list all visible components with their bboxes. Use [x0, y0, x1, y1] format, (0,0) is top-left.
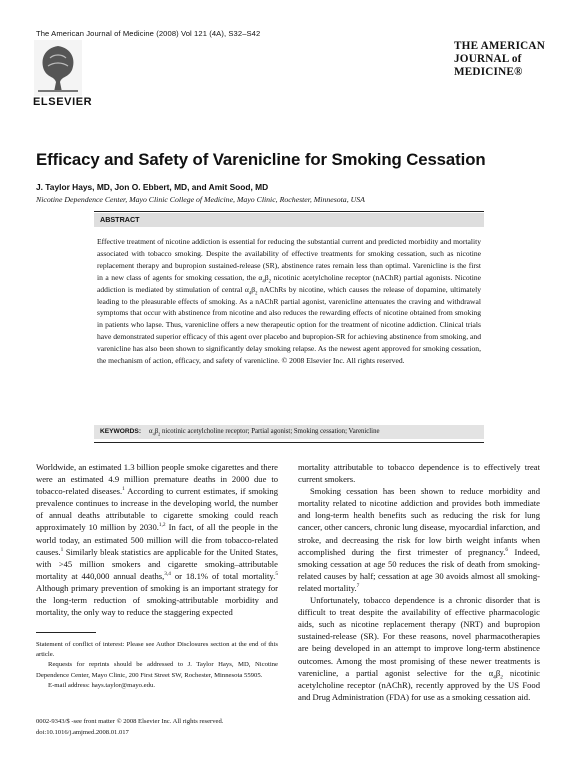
- footnote-reprints: Requests for reprints should be addressed to J. Taylor Hays, MD, Nicotine Dependence Center, Mayo Clinic, 200 First Street SW, Rochester, Minnesota 55905.: [36, 661, 278, 679]
- journal-logo-line2: JOURNAL of: [454, 53, 522, 66]
- keywords-label: KEYWORDS:: [100, 428, 142, 435]
- body-paragraph: Unfortunately, tobacco dependence is a chronic disorder that is difficult to treat despite the availability of effective pharmacologic aids, such as nicotine replacement therapy (NRT) and bupropion sustained-release (SR). For these reasons, novel pharmacotherapies are being developed in an attempt to improve long-term abstinence outcomes. Among the most promising of these newer treatments is varenicline, a partial agonist selective for the $\alpha_4\beta_2$ nicotinic acetylcholine receptor (nAChR), recently approved by the US Food and Drug Administration (FDA) for use as a smoking cessation aid.: [298, 595, 540, 702]
- running-head: The American Journal of Medicine (2008) Vol 121 (4A), S32–S42: [36, 29, 261, 38]
- journal-logo-line3: MEDICINE®: [454, 66, 523, 79]
- footnote-conflict: Statement of conflict of interest: Please see Author Disclosures section at the end of this article.: [36, 641, 278, 659]
- body-column-left: [36, 461, 278, 618]
- body-column-right: [298, 461, 540, 703]
- elsevier-tree-logo: [34, 40, 82, 96]
- abstract-text: Effective treatment of nicotine addiction is essential for reducing the substantial current and predicted morbidity and mortality associated with tobacco smoking. Despite the availability of effective treatments for smoking cessation, such as nicotine replacement therapy and bupropion sustained-release (SR), abstinence rates remain less than optimal. Varenicline is the first in a new class of agents for smoking cessation, the $\alpha_4\beta_2$ nicotinic acetylcholine receptor (nAChR) partial agonists. Nicotine addiction is mediated by stimulation of central $\alpha_4\beta_2$ nAChRs by nicotine, which causes the release of dopamine, ultimately leading to the pleasurable effects of smoking. As a nAChR partial agonist, varenicline attenuates the craving and withdrawal symptoms that occur with abstinence from nicotine and also reduces the rewarding effects of nicotine obtained from smoking in patients who lapse. Thus, varenicline offers a new therapeutic option for the treatment of nicotine addiction. Clinical trials have demonstrated superior efficacy of this agent over placebo and bupropion-SR for achieving abstinence from smoking, and varenicline has also been shown to significantly delay smoking relapse. As the newest agent approved for smoking cessation, the mechanism of action, efficacy, and safety of varenicline. © 2008 Elsevier Inc. All rights reserved.: [97, 237, 482, 366]
- abstract-heading: ABSTRACT: [94, 213, 484, 227]
- issn-line: 0002-9343/$ -see front matter © 2008 Elsevier Inc. All rights reserved.: [36, 718, 224, 725]
- abstract-top-rule: [94, 211, 484, 212]
- abstract-box: [94, 211, 484, 443]
- bottom-metadata: [36, 717, 223, 738]
- author-list: J. Taylor Hays, MD, Jon O. Ebbert, MD, and Amit Sood, MD: [36, 182, 269, 192]
- footnote-rule: [36, 632, 96, 633]
- journal-logo: [454, 40, 554, 80]
- body-paragraph: Worldwide, an estimated 1.3 billion people smoke cigarettes and there were an estimated 4.9 million premature deaths in 2000 due to tobacco-related diseases.$^1$ According to current estimates, if smoking prevalence continues to increase in the developing world, the number of annual deaths attributable to cigarette smoking could reach approximately 10 million by 2030.$^{1,2}$ In fact, of all the people in the world today, an estimated 500 million will die from tobacco-related causes.$^1$ Similarly bleak statistics are applicable for the United States, with >45 million smokers and cigarette smoking–attributable mortality at 440,000 annual deaths,$^{3,4}$ or 18.1% of total mortality.$^5$ Although primary prevention of smoking is an important strategy for the long-term reduction of smoking-attributable morbidity and mortality, the only way to reduce the staggering expected: [36, 462, 279, 618]
- doi-line: doi:10.1016/j.amjmed.2008.01.017: [36, 728, 129, 736]
- footnotes: [36, 640, 278, 691]
- article-title: Efficacy and Safety of Varenicline for Smoking Cessation: [36, 150, 486, 169]
- journal-logo-line1: THE AMERICAN: [454, 40, 545, 52]
- keywords-row: KEYWORDS: $\alpha_4\beta_2$ nicotinic acetylcholine receptor; Partial agonist; Smoking cessation; Varenicline: [94, 425, 484, 439]
- footnote-email: E-mail address: hays.taylor@mayo.edu.: [48, 681, 155, 689]
- publisher-name: ELSEVIER: [33, 96, 93, 108]
- body-paragraph: Smoking cessation has been shown to reduce morbidity and mortality related to nicotine addiction and provides both immediate and long-term health benefits such as reducing the risk for lung cancer, other cancers, chronic lung disease, myocardial infarction, and stroke, and decreasing the risk for low birth weight infants when accomplished during the first trimester of pregnancy.$^6$ Indeed, smoking cessation at age 50 reduces the risk of death from smoking-related causes by half; cessation at age 30 avoids almost all smoking-related mortality.$^7$: [298, 486, 540, 593]
- affiliation: Nicotine Dependence Center, Mayo Clinic College of Medicine, Mayo Clinic, Rochester, Minnesota, USA: [36, 195, 365, 204]
- keywords-list: nicotinic acetylcholine receptor; Partial agonist; Smoking cessation; Varenicline: [160, 428, 380, 435]
- abstract-bottom-rule: [94, 442, 484, 443]
- body-paragraph: mortality attributable to tobacco dependence is to effectively treat current smokers.: [298, 462, 540, 485]
